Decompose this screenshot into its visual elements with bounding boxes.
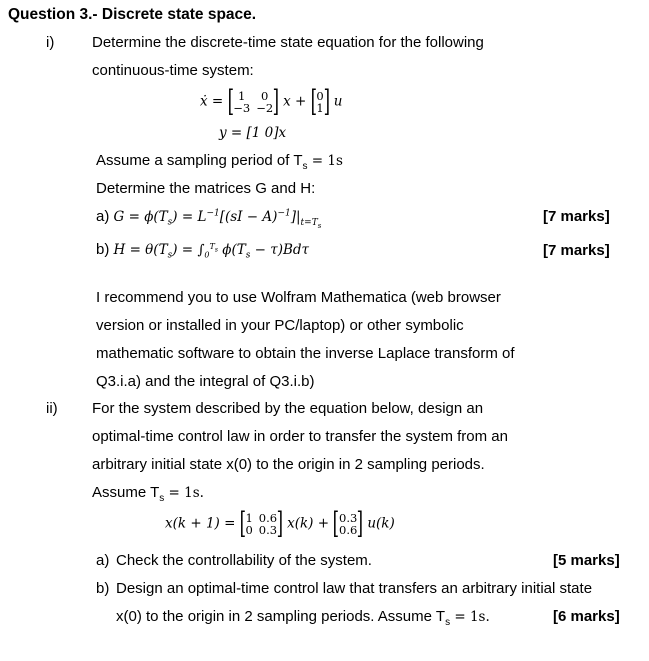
part-ii-b-text-2: x(0) to the origin in 2 sampling periods. Assume $T_s = 1s$. xyxy=(116,608,490,628)
part-i-a: a) $G = \phi(T_s) = L^{-1}[(sI - A)^{-1}]|_{t=T_s}$ xyxy=(96,208,322,230)
part-i-line1: Determine the discrete-time state equation for the following xyxy=(92,34,484,51)
output-equation: y = [1 0]x xyxy=(219,125,287,141)
part-ii-line-2: optimal-time control law in order to transfer the system from an xyxy=(92,428,508,445)
part-ii-label: ii) xyxy=(46,400,58,417)
question-title: Question 3.- Discrete state space. xyxy=(8,6,257,23)
state-equation: ẋ = [ 1 0 −3 −2 ] x + [ 0 1 ] u xyxy=(200,84,343,119)
part-ii-line-3: arbitrary initial state x(0) to the origin in 2 sampling periods. xyxy=(92,456,485,473)
part-i-b: b) $H = \theta(T_s) = \int_0^{T_s}$ $\phi(T_s - \tau)Bd\tau$ xyxy=(96,241,310,261)
sampling-period: Assume a sampling period of $T_s = 1s$ xyxy=(96,152,343,172)
discrete-equation: x(k + 1) = [ 1 0.6 0 0.3 ] x(k) + [ 0.3 0.6 ] u(k) xyxy=(165,506,395,541)
matrix-A: [ 1 0 −3 −2 ] xyxy=(227,84,280,119)
part-ii-assume: Assume $T_s = 1s$. xyxy=(92,484,204,504)
part-ii-a-label: a) xyxy=(96,552,110,569)
part-ii-b-label: b) xyxy=(96,580,110,597)
matrix-G: [ 1 0.6 0 0.3 ] xyxy=(239,506,284,541)
part-i-a-marks: [7 marks] xyxy=(543,208,610,225)
determine-matrices: Determine the matrices G and H: xyxy=(96,180,316,197)
part-ii-b-text: Design an optimal-time control law that transfers an arbitrary initial state xyxy=(116,580,593,597)
part-ii-b-marks: [6 marks] xyxy=(553,608,620,625)
recommend-line-1: I recommend you to use Wolfram Mathematica (web browser xyxy=(96,289,501,306)
matrix-B: [ 0 1 ] xyxy=(310,84,330,119)
part-i-line2: continuous-time system: xyxy=(92,62,254,79)
part-i-label: i) xyxy=(46,34,55,51)
part-ii-a-text: Check the controllability of the system. xyxy=(116,552,372,569)
part-i-b-marks: [7 marks] xyxy=(543,242,610,259)
part-ii-a-marks: [5 marks] xyxy=(553,552,620,569)
matrix-H: [ 0.3 0.6 ] xyxy=(332,506,364,541)
recommend-line-2: version or installed in your PC/laptop) or other symbolic xyxy=(96,317,464,334)
part-ii-line-1: For the system described by the equation below, design an xyxy=(92,400,484,417)
recommend-line-4: Q3.i.a) and the integral of Q3.i.b) xyxy=(96,373,315,390)
recommend-line-3: mathematic software to obtain the inverse Laplace transform of xyxy=(96,345,515,362)
